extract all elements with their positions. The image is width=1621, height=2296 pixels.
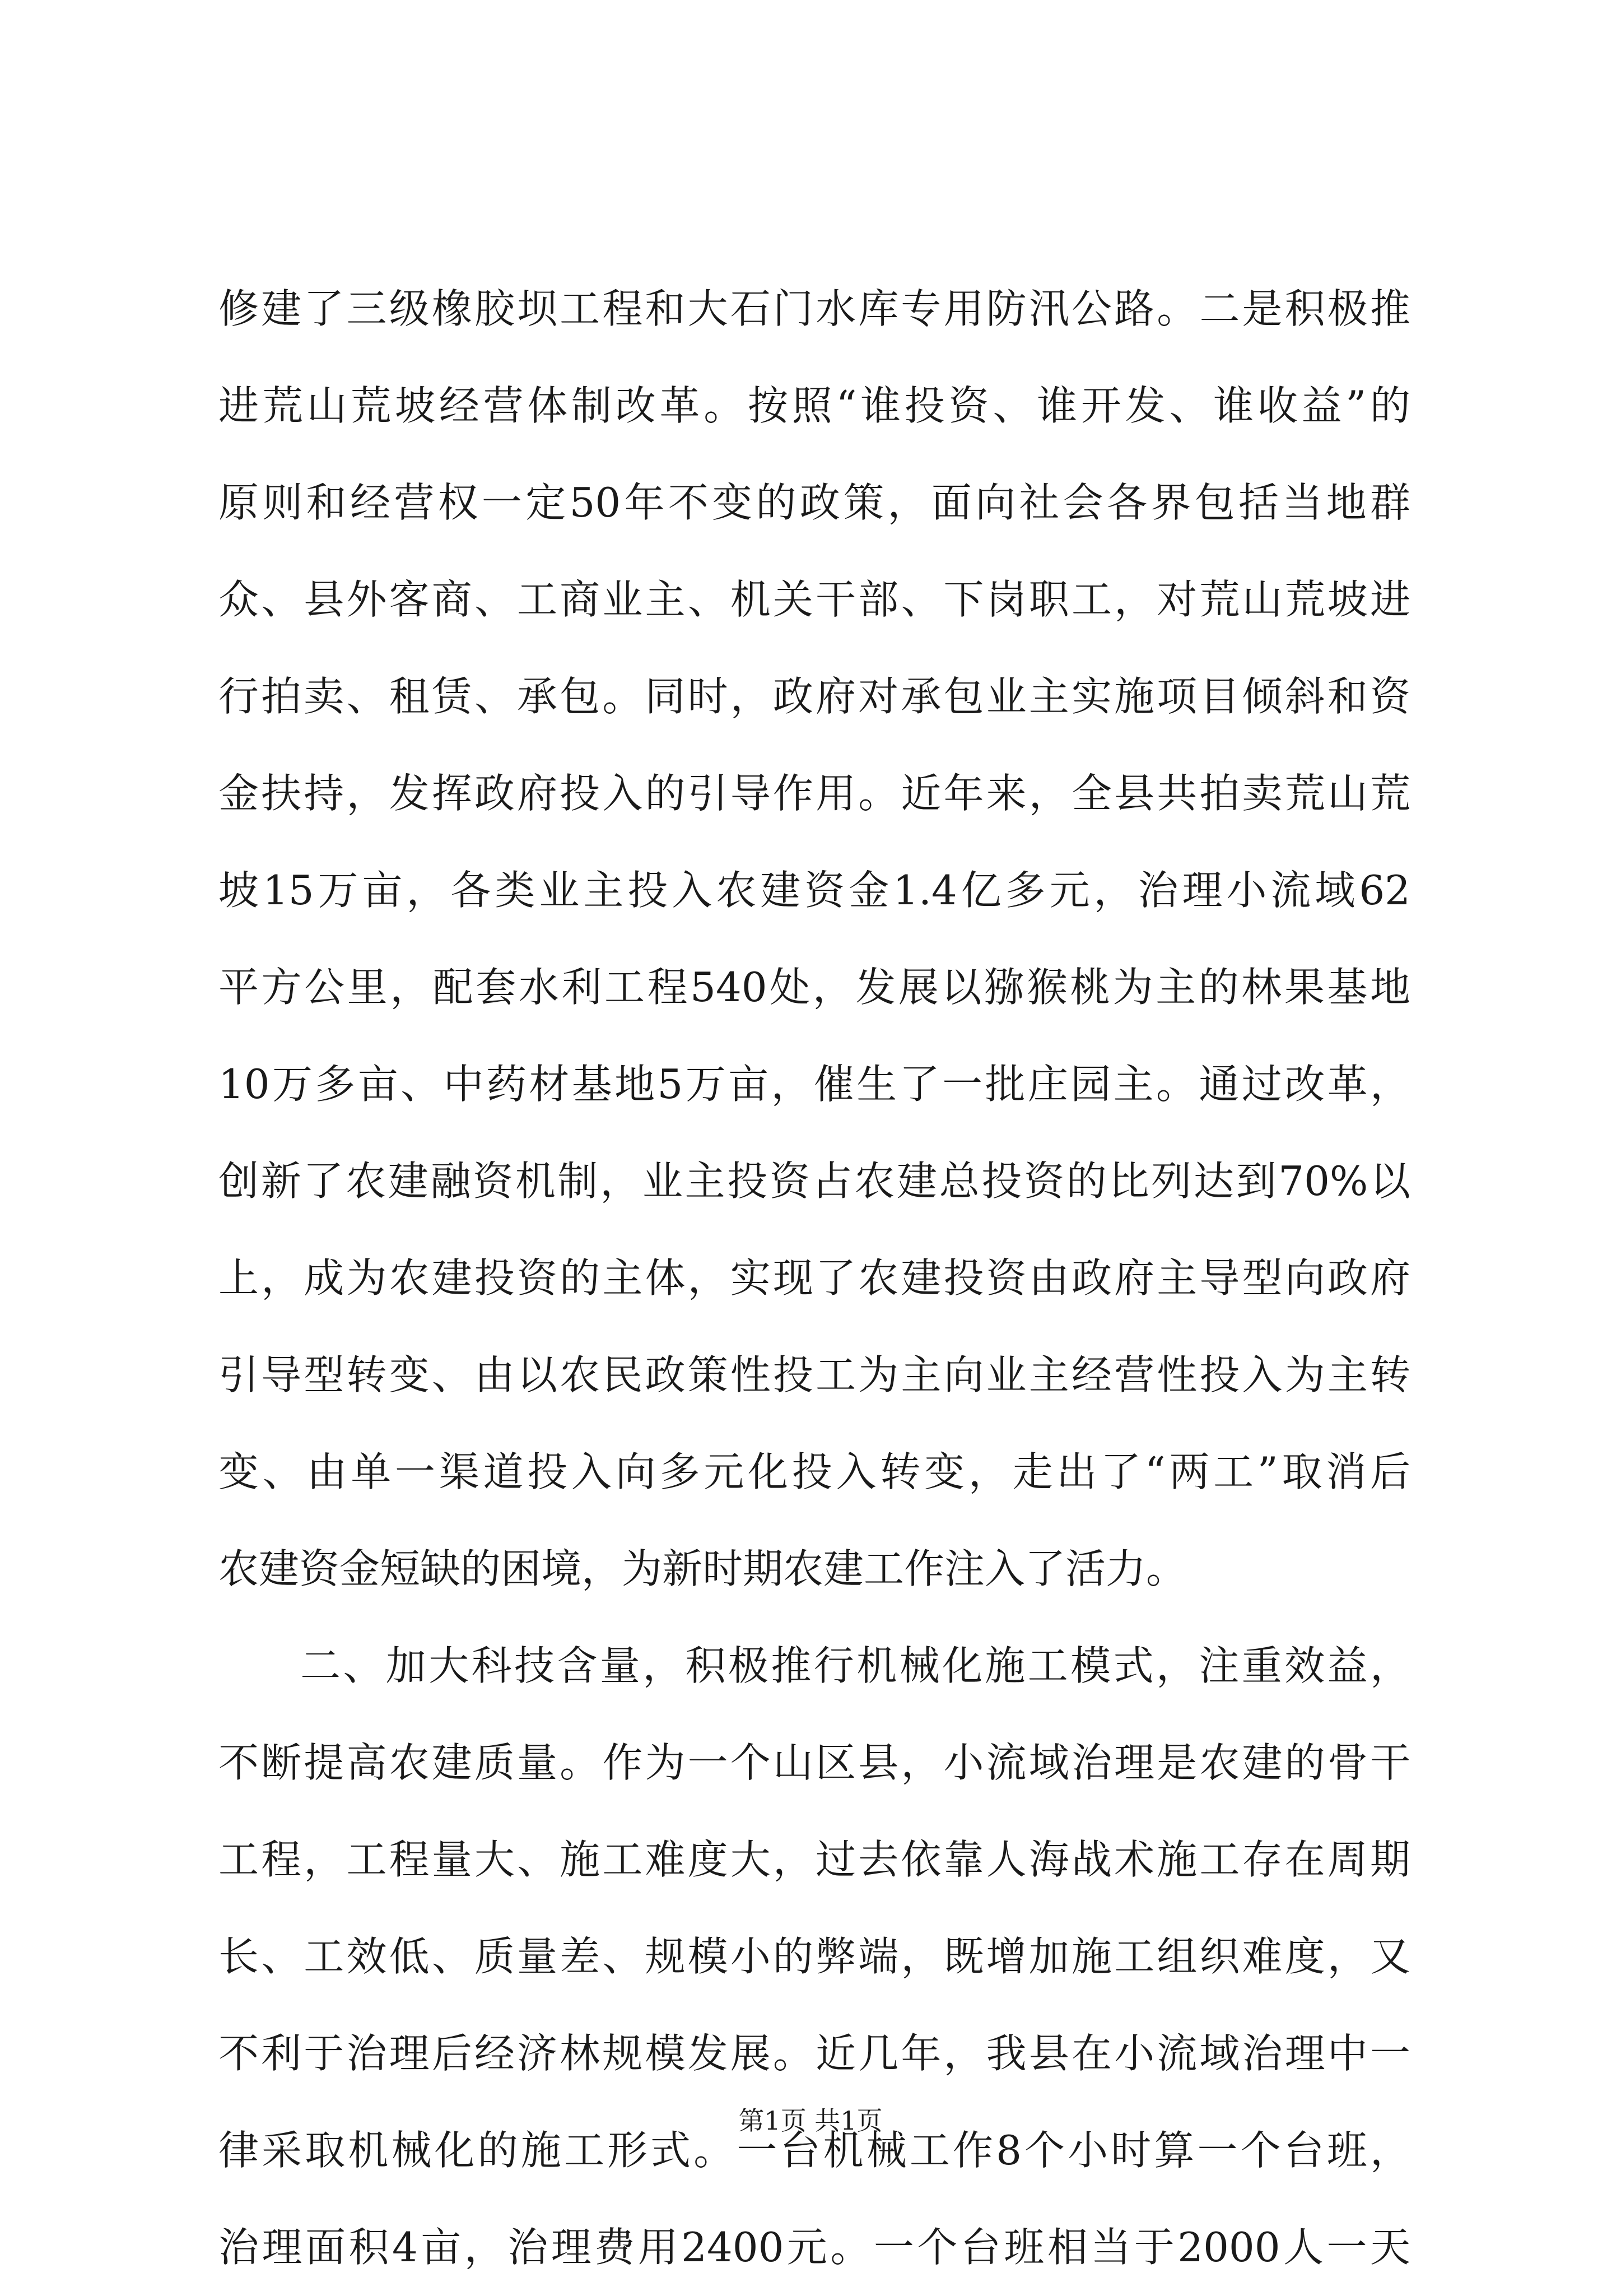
text-line: 行拍卖、租赁、承包。同时，政府对承包业主实施项目倾斜和资 [218, 673, 1410, 720]
text-line: 众、县外客商、工商业主、机关干部、下岗职工，对荒山荒坡进 [218, 576, 1410, 623]
text-line: 工程，工程量大、施工难度大，过去依靠人海战术施工存在周期 [218, 1836, 1410, 1883]
text-line: 修建了三级橡胶坝工程和大石门水库专用防汛公路。二是积极推 [218, 285, 1410, 332]
text-line: 农建资金短缺的困境，为新时期农建工作注入了活力。 [218, 1545, 1187, 1592]
body-text [218, 261, 1410, 2296]
text-line: 10万多亩、中药材基地5万亩，催生了一批庄园主。通过改革， [218, 1061, 1410, 1108]
text-line: 不断提高农建质量。作为一个山区县，小流域治理是农建的骨干 [218, 1739, 1410, 1786]
text-line: 坡15万亩，各类业主投入农建资金1.4亿多元，治理小流域62 [218, 867, 1410, 914]
text-line: 平方公里，配套水利工程540处，发展以猕猴桃为主的林果基地 [218, 964, 1410, 1011]
text-line: 上，成为农建投资的主体，实现了农建投资由政府主导型向政府 [218, 1254, 1410, 1302]
text-line: 律采取机械化的施工形式。一台机械工作8个小时算一个台班， [218, 2127, 1410, 2174]
text-line: 长、工效低、质量差、规模小的弊端，既增加施工组织难度，又 [218, 1933, 1410, 1980]
text-line: 引导型转变、由以农民政策性投工为主向业主经营性投入为主转 [218, 1351, 1410, 1398]
text-line: 进荒山荒坡经营体制改革。按照“谁投资、谁开发、谁收益”的 [218, 382, 1410, 429]
text-line: 创新了农建融资机制，业主投资占农建总投资的比列达到70%以 [218, 1158, 1410, 1205]
page-footer: 第1页 共1页 [738, 2106, 883, 2136]
text-line: 二、加大科技含量，积极推行机械化施工模式，注重效益， [300, 1642, 1410, 1689]
paragraph-2 [218, 1618, 1410, 2296]
text-line: 金扶持，发挥政府投入的引导作用。近年来，全县共拍卖荒山荒 [218, 770, 1410, 817]
text-line: 原则和经营权一定50年不变的政策，面向社会各界包括当地群 [218, 479, 1410, 526]
text-line: 变、由单一渠道投入向多元化投入转变，走出了“两工”取消后 [218, 1448, 1410, 1495]
text-line: 不利于治理后经济林规模发展。近几年，我县在小流域治理中一 [218, 2030, 1410, 2077]
paragraph-1 [218, 261, 1410, 1618]
text-line: 治理面积4亩，治理费用2400元。一个台班相当于2000人一天 [218, 2224, 1410, 2271]
